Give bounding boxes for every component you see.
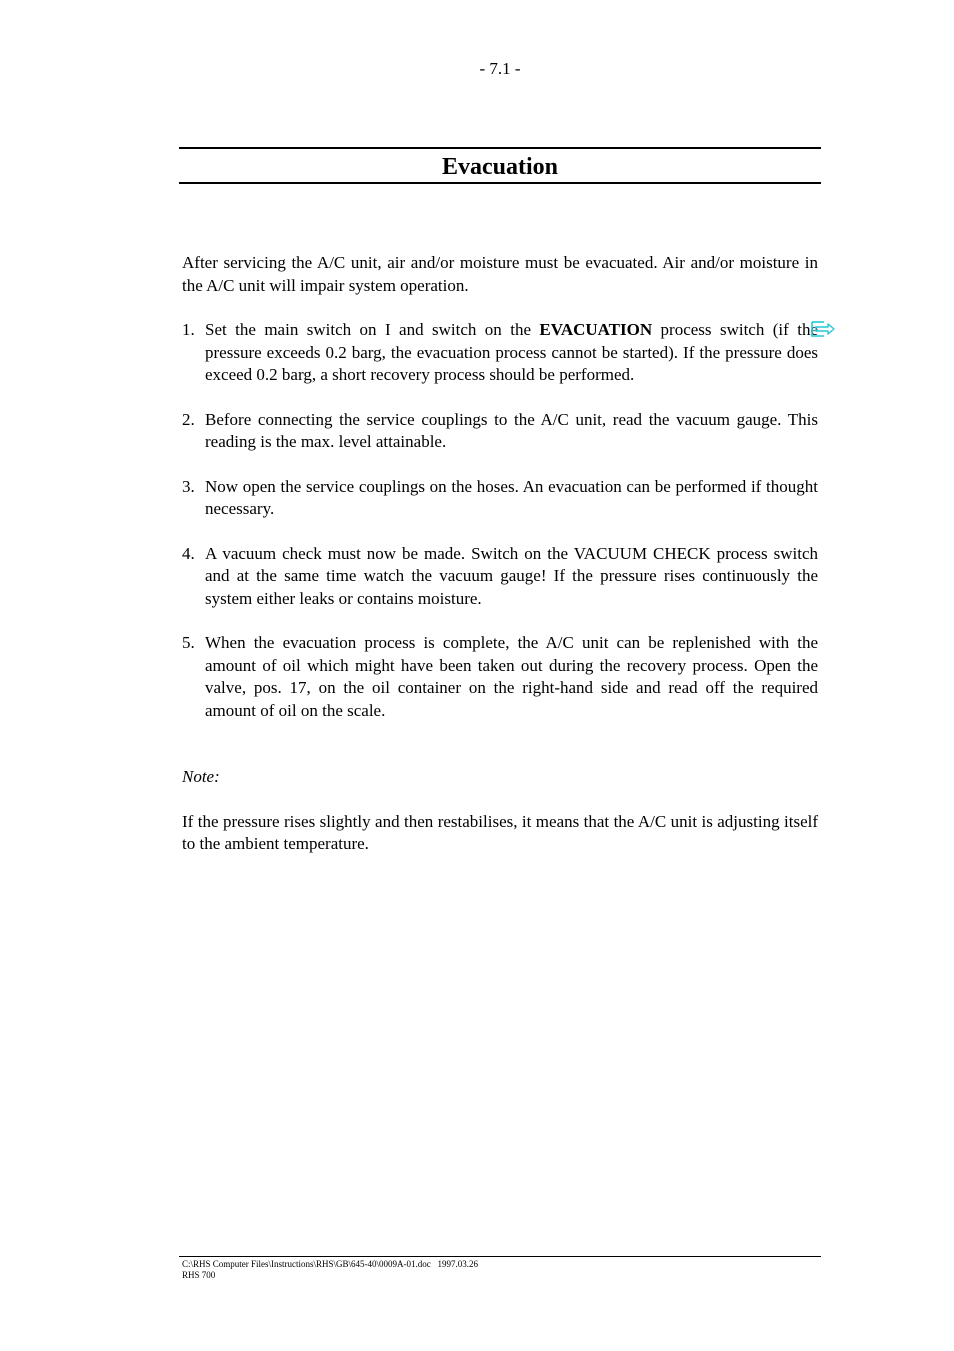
step-number: 1.: [182, 320, 195, 339]
list-item: [182, 632, 818, 722]
step-number: 3.: [182, 476, 195, 496]
note-text: If the pressure rises slightly and then restabilises, it means that the A/C unit is adjusting itself to the ambient temperature.: [182, 811, 818, 853]
arrow-right-icon: [810, 319, 836, 339]
step-number: 4.: [182, 543, 195, 563]
list-item: [182, 319, 818, 387]
step-text: When the evacuation process is complete, the A/C unit can be replenished with the amount of oil which might have been taken out during the recovery process. Open the valve, pos. 17, on the oil container on the right-hand side and read off the required amount of oil on the scale.: [205, 633, 818, 720]
step-number: 5.: [182, 633, 195, 652]
step-text: Before connecting the service couplings to the A/C unit, read the vacuum gauge. This reading is the max. level attainable.: [205, 409, 818, 451]
title-box: [179, 147, 821, 184]
page-number: - 7.1 -: [479, 59, 521, 78]
step-text-bold: EVACUATION: [539, 320, 653, 339]
document-body: [182, 252, 818, 856]
note-label: Note:: [182, 767, 220, 786]
footer: [182, 1259, 478, 1281]
step-text: Now open the service couplings on the hoses. An evacuation can be performed if thought necessary.: [205, 476, 818, 518]
intro-paragraph: After servicing the A/C unit, air and/or moisture must be evacuated. Air and/or moisture in the A/C unit will impair system operation.: [182, 253, 818, 295]
footer-divider: [179, 1256, 821, 1257]
step-number: 2.: [182, 409, 195, 429]
footer-model: RHS 700: [182, 1270, 216, 1280]
steps-list: [182, 319, 818, 722]
step-text: A vacuum check must now be made. Switch on the VACUUM CHECK process switch and at the same time watch the vacuum gauge! If the pressure rises continuously the system either leaks or contains moisture.: [205, 543, 818, 608]
list-item: [182, 476, 818, 521]
list-item: [182, 543, 818, 611]
list-item: [182, 409, 818, 454]
page-title: Evacuation: [441, 154, 558, 180]
step-text-post: process switch (if the pressure exceeds 0.2 barg, the evacuation process cannot be started). If the pressure does exceed 0.2 barg, a short recovery process should be performed.: [205, 320, 818, 384]
footer-file-path: C:\RHS Computer Files\Instructions\RHS\GB\645-40\0009A-01.doc 1997.03.26: [182, 1259, 479, 1269]
step-text-pre: Set the main switch on I and switch on the: [205, 320, 540, 339]
